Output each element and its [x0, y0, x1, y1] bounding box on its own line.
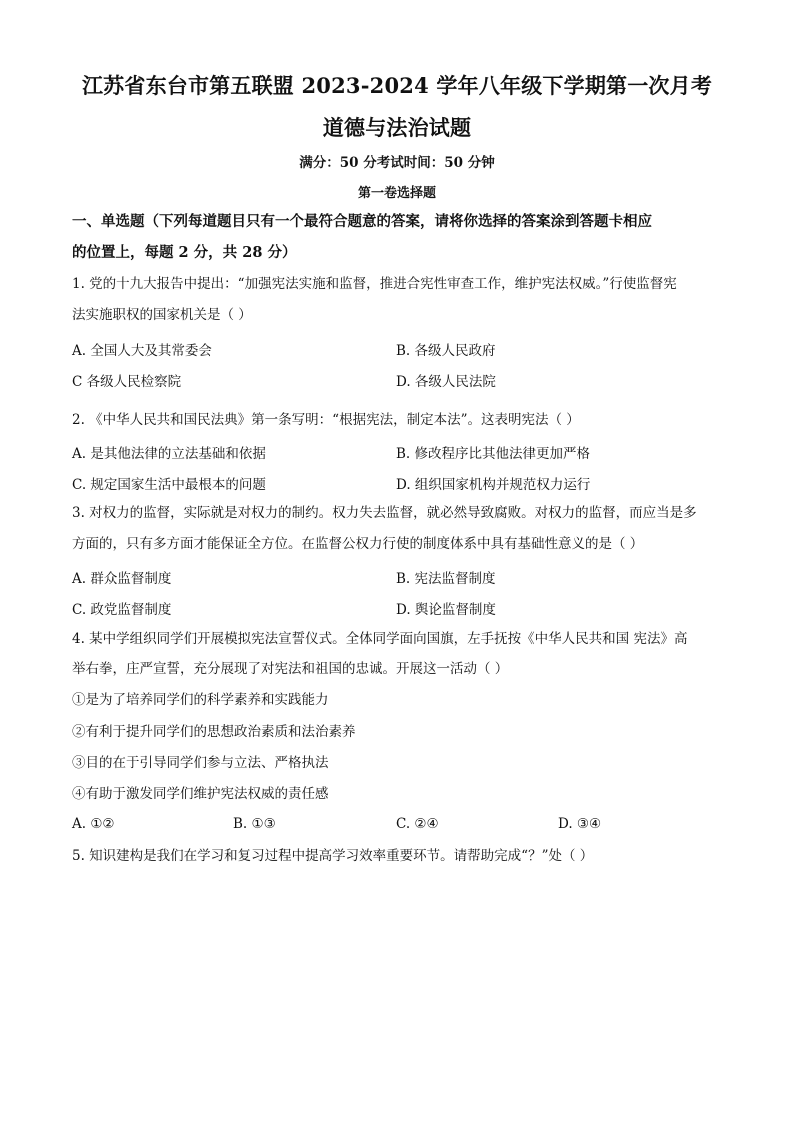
q2-option-d: D. 组织国家机构并规范权力运行 — [396, 477, 591, 493]
q4-option-a: A. ①② — [72, 816, 115, 832]
q2-option-c: C. 规定国家生活中最根本的问题 — [72, 477, 266, 493]
q4-option-c: C. ②④ — [396, 816, 439, 832]
q4-option-b: B. ①③ — [233, 816, 276, 832]
q4-stem-line1: 4. 某中学组织同学们开展模拟宪法宣誓仪式。全体同学面向国旗，左手抚按《中华人民共和国 宪法》高 — [72, 631, 688, 647]
exam-title-line1: 江苏省东台市第五联盟 2023-2024 学年八年级下学期第一次月考 — [81, 73, 713, 98]
q1-stem-line1: 1. 党的十九大报告中提出：“加强宪法实施和监督，推进合宪性审查工作，维护宪法权威。”行使监督宪 — [72, 276, 677, 292]
instructions-line2: 的位置上，每题 2 分，共 28 分） — [72, 244, 297, 261]
q2-option-b: B. 修改程序比其他法律更加严格 — [396, 446, 591, 462]
q2-option-a: A. 是其他法律的立法基础和依据 — [72, 446, 266, 462]
q1-option-a: A. 全国人大及其常委会 — [72, 343, 212, 359]
q4-item-1: ①是为了培养同学们的科学素养和实践能力 — [72, 692, 329, 708]
q4-option-d: D. ③④ — [558, 816, 602, 832]
instructions-line1: 一、单选题（下列每道题目只有一个最符合题意的答案，请将你选择的答案涂到答题卡相应 — [72, 213, 652, 230]
q3-stem-line1: 3. 对权力的监督，实际就是对权力的制约。权力失去监督，就必然导致腐败。对权力的监督，而应当是多 — [72, 505, 697, 521]
q1-stem-line2: 法实施职权的国家机关是（ ） — [72, 307, 252, 323]
q4-item-4: ④有助于激发同学们维护宪法权威的责任感 — [72, 786, 329, 802]
section-title: 第一卷选择题 — [357, 186, 436, 201]
exam-title-line2: 道德与法治试题 — [322, 115, 472, 140]
q5-stem-line1: 5. 知识建构是我们在学习和复习过程中提高学习效率重要环节。请帮助完成“？”处（ ） — [72, 848, 594, 864]
q3-stem-line2: 方面的，只有多方面才能保证全方位。在监督公权力行使的制度体系中具有基础性意义的是（ ） — [72, 536, 644, 552]
q4-item-2: ②有利于提升同学们的思想政治素质和法治素养 — [72, 724, 356, 740]
q4-stem-line2: 举右拳，庄严宣誓，充分展现了对宪法和祖国的忠诚。开展这一活动（ ） — [72, 661, 509, 677]
q3-option-d: D. 舆论监督制度 — [396, 602, 496, 618]
q1-option-d: D. 各级人民法院 — [396, 374, 496, 390]
q4-item-3: ③目的在于引导同学们参与立法、严格执法 — [72, 755, 329, 771]
q1-option-b: B. 各级人民政府 — [396, 343, 496, 359]
q1-option-c: C 各级人民检察院 — [72, 374, 182, 390]
exam-info: 满分：50 分考试时间：50 分钟 — [299, 155, 495, 171]
q3-option-a: A. 群众监督制度 — [72, 571, 172, 587]
q3-option-b: B. 宪法监督制度 — [396, 571, 496, 587]
q3-option-c: C. 政党监督制度 — [72, 602, 172, 618]
q2-stem-line1: 2. 《中华人民共和国民法典》第一条写明：“根据宪法，制定本法”。这表明宪法（ ） — [72, 412, 580, 428]
